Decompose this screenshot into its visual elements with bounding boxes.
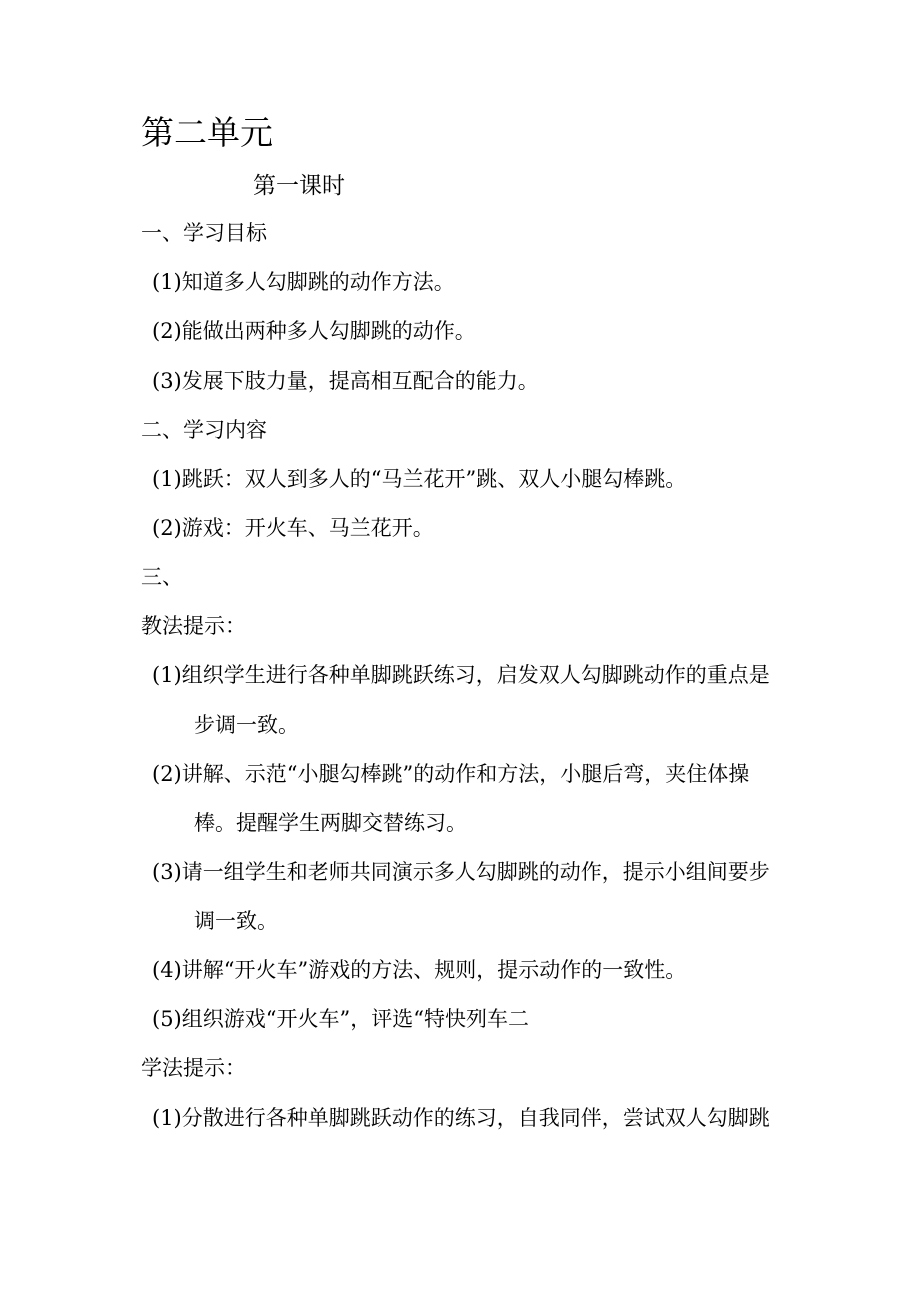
section-heading-content: 二、学习内容 xyxy=(141,418,267,442)
teaching-tips-heading: 教法提示： xyxy=(141,614,246,638)
teaching-tip-item: (1)组织学生进行各种单脚跳跃练习，启发双人勾脚跳动作的重点是 xyxy=(152,663,770,687)
learning-tips-heading: 学法提示： xyxy=(141,1056,246,1080)
objective-item: (2)能做出两种多人勾脚跳的动作。 xyxy=(152,319,476,343)
teaching-tip-item: (5)组织游戏“开火车”，评选“特快列车二 xyxy=(152,1007,529,1031)
teaching-tip-continuation: 调一致。 xyxy=(194,909,278,933)
teaching-tip-item: (4)讲解“开火车”游戏的方法、规则，提示动作的一致性。 xyxy=(152,958,687,982)
teaching-tip-item: (3)请一组学生和老师共同演示多人勾脚跳的动作，提示小组间要步 xyxy=(152,860,770,884)
section-heading-three: 三、 xyxy=(141,565,183,589)
objective-item: (1)知道多人勾脚跳的动作方法。 xyxy=(152,270,455,294)
unit-title: 第二单元 xyxy=(141,113,273,152)
teaching-tip-continuation: 步调一致。 xyxy=(194,713,299,737)
lesson-title: 第一课时 xyxy=(253,173,345,199)
teaching-tip-continuation: 棒。提醒学生两脚交替练习。 xyxy=(194,811,467,835)
content-item: (2)游戏：开火车、马兰花开。 xyxy=(152,516,434,540)
teaching-tip-item: (2)讲解、示范“小腿勾棒跳”的动作和方法，小腿后弯，夹住体操 xyxy=(152,762,750,786)
content-item: (1)跳跃：双人到多人的“马兰花开”跳、双人小腿勾棒跳。 xyxy=(152,467,687,491)
learning-tip-item: (1)分散进行各种单脚跳跃动作的练习，自我同伴，尝试双人勾脚跳 xyxy=(152,1106,770,1130)
section-heading-objectives: 一、学习目标 xyxy=(141,221,267,245)
objective-item: (3)发展下肢力量，提高相互配合的能力。 xyxy=(152,369,539,393)
